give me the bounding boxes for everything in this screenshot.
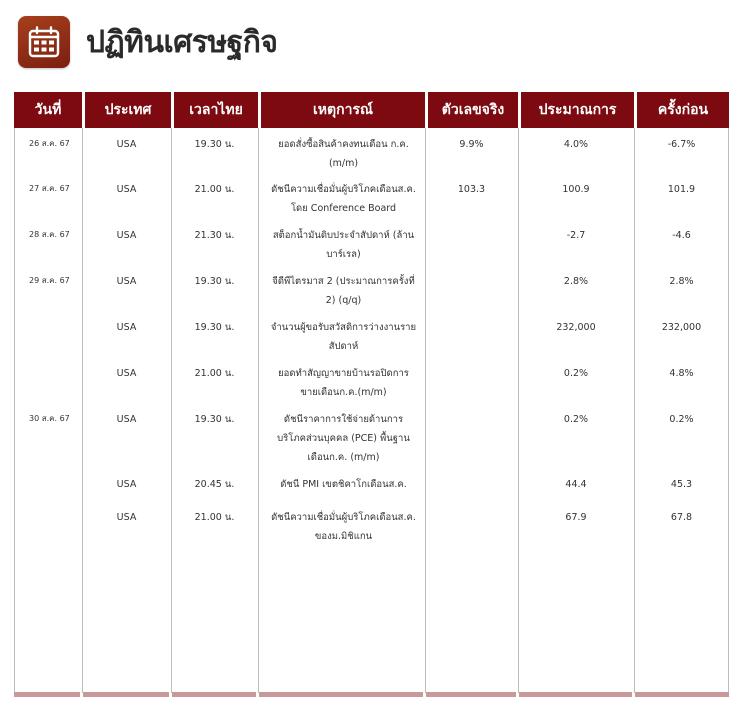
table-footer-bars xyxy=(14,692,729,697)
cell-event xyxy=(258,501,425,547)
cell-time: 19.30 น. xyxy=(194,322,235,333)
cell-actual xyxy=(425,265,518,311)
cell-date: 28 ส.ค. 67 xyxy=(29,230,70,239)
calendar-glyph xyxy=(26,24,62,60)
cell-actual: 9.9% xyxy=(459,139,484,150)
cell-actual xyxy=(425,219,518,265)
column-header-event: เหตุการณ์ xyxy=(258,92,425,128)
cell-time: 21.30 น. xyxy=(194,230,235,241)
cell-time: 21.00 น. xyxy=(194,184,235,195)
cell-actual xyxy=(425,403,518,468)
event-text: ดัชนีความเชื่อมั่นผู้บริโภคเดือนส.ค. ของม.มิชิแกน xyxy=(271,512,416,542)
cell-country: USA xyxy=(116,414,137,425)
cell-date xyxy=(14,357,82,403)
footer-bar xyxy=(519,692,632,697)
cell-event xyxy=(258,311,425,357)
cell-country: USA xyxy=(116,368,137,379)
event-text: สต็อกน้ำมันดิบประจำสัปดาห์ (ล้านบาร์เรล) xyxy=(272,230,415,260)
table-row xyxy=(14,265,729,311)
cell-forecast: 232,000 xyxy=(556,322,596,333)
cell-forecast: 44.4 xyxy=(565,479,587,490)
table-row xyxy=(14,403,729,468)
cell-event xyxy=(258,173,425,219)
cell-country: USA xyxy=(116,139,137,150)
cell-country: USA xyxy=(116,276,137,287)
column-header-forecast: ประมาณการ xyxy=(518,92,634,128)
column-header-time: เวลาไทย xyxy=(171,92,258,128)
cell-date: 30 ส.ค. 67 xyxy=(29,414,70,423)
cell-previous: 45.3 xyxy=(670,479,693,490)
cell-previous: 0.2% xyxy=(669,414,694,425)
column-header-date: วันที่ xyxy=(14,92,82,128)
event-text: ดัชนี PMI เขตชิคาโกเดือนส.ค. xyxy=(280,479,407,490)
cell-forecast: 4.0% xyxy=(563,139,589,150)
table-row xyxy=(14,501,729,547)
footer-bar xyxy=(635,692,729,697)
table-row xyxy=(14,173,729,219)
cell-event xyxy=(258,219,425,265)
event-text: จีดีพีไตรมาส 2 (ประมาณการครั้งที่ 2) (q/q) xyxy=(272,276,415,306)
page-title: ปฏิทินเศรษฐกิจ xyxy=(86,24,278,60)
cell-time: 20.45 น. xyxy=(194,479,235,490)
cell-time: 21.00 น. xyxy=(194,512,235,523)
cell-event xyxy=(258,468,425,501)
calendar-icon xyxy=(18,16,70,68)
cell-date xyxy=(14,501,82,547)
event-text: ยอดสั่งซื้อสินค้าคงทนเดือน ก.ค.(m/m) xyxy=(278,139,409,169)
column-header-country: ประเทศ xyxy=(82,92,171,128)
footer-bar xyxy=(172,692,256,697)
cell-date xyxy=(14,311,82,357)
table-row xyxy=(14,219,729,265)
event-text: ดัชนีราคาการใช้จ่ายด้านการบริโภคส่วนบุคคล (PCE) พื้นฐานเดือนก.ค. (m/m) xyxy=(277,414,410,463)
table-body xyxy=(14,128,729,547)
cell-previous: 101.9 xyxy=(667,184,696,195)
cell-forecast: -2.7 xyxy=(566,230,586,241)
table-row xyxy=(14,311,729,357)
cell-previous: 4.8% xyxy=(669,368,694,379)
cell-event xyxy=(258,403,425,468)
table-row xyxy=(14,357,729,403)
cell-country: USA xyxy=(116,322,137,333)
cell-event xyxy=(258,128,425,173)
calendar-table xyxy=(14,92,729,697)
table-header xyxy=(14,92,729,128)
cell-previous: 67.8 xyxy=(670,512,693,523)
cell-actual xyxy=(425,468,518,501)
cell-date xyxy=(14,468,82,501)
cell-previous: -6.7% xyxy=(667,139,696,150)
footer-bar xyxy=(426,692,516,697)
cell-forecast: 0.2% xyxy=(563,368,589,379)
cell-actual xyxy=(425,357,518,403)
column-header-previous: ครั้งก่อน xyxy=(634,92,729,128)
cell-country: USA xyxy=(116,479,137,490)
footer-bar xyxy=(83,692,169,697)
column-header-actual: ตัวเลขจริง xyxy=(425,92,518,128)
cell-forecast: 0.2% xyxy=(563,414,589,425)
cell-forecast: 100.9 xyxy=(562,184,590,195)
cell-event xyxy=(258,357,425,403)
cell-previous: -4.6 xyxy=(672,230,691,241)
cell-forecast: 67.9 xyxy=(565,512,587,523)
table-row xyxy=(14,128,729,173)
cell-country: USA xyxy=(116,230,137,241)
cell-actual: 103.3 xyxy=(457,184,486,195)
cell-previous: 232,000 xyxy=(661,322,702,333)
table-row xyxy=(14,468,729,501)
cell-time: 19.30 น. xyxy=(194,139,235,150)
cell-date: 26 ส.ค. 67 xyxy=(29,139,70,148)
cell-country: USA xyxy=(116,512,137,523)
cell-date: 29 ส.ค. 67 xyxy=(29,276,70,285)
cell-date: 27 ส.ค. 67 xyxy=(29,184,70,193)
cell-time: 19.30 น. xyxy=(194,276,235,287)
cell-time: 21.00 น. xyxy=(194,368,235,379)
footer-bar xyxy=(259,692,423,697)
cell-country: USA xyxy=(116,184,137,195)
footer-bar xyxy=(14,692,80,697)
cell-event xyxy=(258,265,425,311)
cell-forecast: 2.8% xyxy=(563,276,589,287)
page-header xyxy=(18,14,277,70)
cell-actual xyxy=(425,311,518,357)
event-text: ดัชนีความเชื่อมั่นผู้บริโภคเดือนส.ค. โดย Conference Board xyxy=(271,184,416,214)
cell-actual xyxy=(425,501,518,547)
event-text: ยอดทำสัญญาขายบ้านรอปิดการขายเดือนก.ค.(m/m) xyxy=(278,368,409,398)
cell-previous: 2.8% xyxy=(669,276,694,287)
event-text: จำนวนผู้ขอรับสวัสดิการว่างงานรายสัปดาห์ xyxy=(270,322,417,352)
cell-time: 19.30 น. xyxy=(194,414,235,425)
